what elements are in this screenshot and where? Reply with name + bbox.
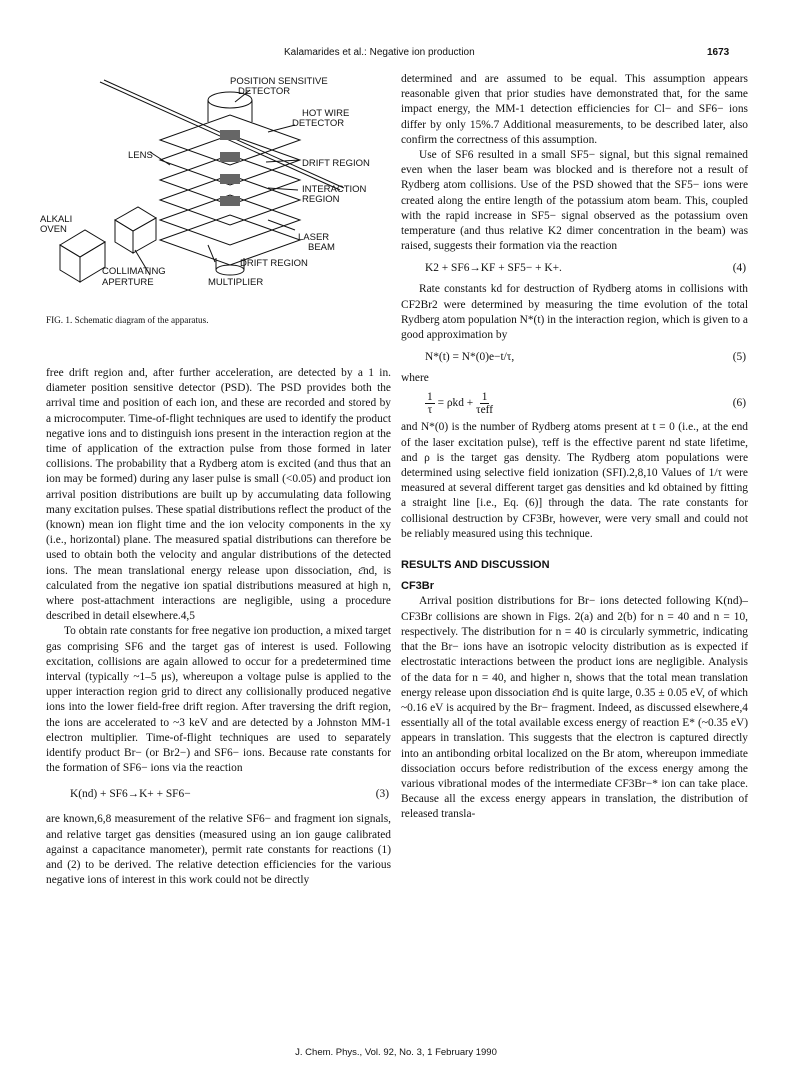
label-multiplier: MULTIPLIER: [208, 277, 264, 288]
right-paragraph-5: Arrival position distributions for Br− ions detected following K(nd)–CF3Br collisions are shown in Figs. 2(a) and 2(b) for n = 40 and n = 10, respectively. The distribution for n = 40 is circularly symmetric, indicating that the Br− ions have an isotropic velocity distribution as is expected if electrostatic interactions between the product ions are negligible. Analysis of the data for n = 40, and higher n, shows that the total mean translation energy release upon dissociation ε̄nd is quite large, 0.35 ± 0.05 eV, of which ~0.16 eV is acquired by the Br− fragment. Indeed, as discussed elsewhere,4 essentially all of the total available excess energy of reaction E* (~0.35 eV) appears in translation. This suggests that the electron is captured directly into an antibonding orbital localized on the Br atom, whereupon immediate dissociation occurs before redistribution of the excess energy among the various vibrational modes of the intermediate CF3Br−* ion can take place. Because all the excess energy appears in translation, the distribution of released transla-: [401, 595, 748, 821]
label-laser-1: LASER: [298, 232, 330, 243]
label-psd-2: DETECTOR: [238, 86, 291, 97]
equation-4-body: K2 + SF6→KF + SF5− + K+.: [425, 261, 562, 274]
equation-6-body: [425, 391, 493, 416]
label-hotwire-2: DETECTOR: [292, 118, 345, 129]
equation-6-lhs-denominator: τ: [427, 403, 433, 416]
right-paragraph-2: Use of SF6 resulted in a small SF5− signal, but this signal remained even when the laser beam was blocked and is therefore not a result of Rydberg atom collisions. Use of the PSD showed that the SF5− ions were created along the entire length of the potassium atom beam. This, coupled with the rapid increase in SF5− signal observed as the potassium oven temperature (and thus relative K2 dimer concentration in the beam) was raised, suggests their formation via the reaction: [401, 149, 748, 253]
left-paragraph-3: are known,6,8 measurement of the relative SF6− and fragment ion signals, and relative target gas densities (measured using an ion gauge calibrated against a capacitance manometer), permit rate constants for reactions (1) and (2) to be derived. The relative detection efficiencies for the various negative ions of interest in this work could not be directly: [46, 813, 391, 887]
label-alkali: ALKALI: [40, 214, 73, 225]
equation-6-lhs-fraction: [425, 391, 435, 416]
right-column: [401, 72, 748, 823]
equation-5-number: (5): [732, 350, 746, 363]
equation-5: [401, 347, 748, 367]
equation-6-lhs-numerator: 1: [427, 390, 433, 403]
equation-5-body: N*(t) = N*(0)e−t/τ,: [425, 350, 515, 363]
subsection-heading: CF3Br: [401, 580, 435, 593]
right-paragraph-3: Rate constants kd for destruction of Rydberg atoms in collisions with CF2Br2 were determined by measuring the time evolution of the total Rydberg atom population N*(t) in the interaction region, which is given to a good approximation by: [401, 283, 748, 342]
equation-6-rhs-numerator: 1: [481, 390, 488, 403]
label-laser-2: BEAM: [308, 242, 335, 253]
label-drift-2: DRIFT REGION: [240, 258, 308, 269]
label-collim-2: APERTURE: [102, 277, 154, 288]
equation-6: [401, 386, 748, 420]
left-column: [46, 366, 391, 889]
label-drift-1: DRIFT REGION: [302, 158, 370, 169]
label-collim-1: COLLIMATING: [102, 266, 166, 277]
label-oven: OVEN: [40, 224, 67, 235]
left-paragraph-1: free drift region and, after further acceleration, are detected by a 1 in. diameter position sensitive detector (PSD). The PSD provides both the arrival time and position of each ion, and these are recorded and stored by a microcomputer. Time-of-flight techniques are used to identify the product negative ions and to distinguish ions present in the interaction region at the time of application of the extraction pulse from those formed in later collisions. The probability that a Rydberg atom is excited (and thus that an ion may be formed) during any laser pulse is small (<0.05) and product ion arrival position distributions are built up by accumulating data following many excitation pulses. These spatial distributions reflect the product of the (known) mean ion flight time and the ion velocity components in the xy (i.e., horizontal) plane. The measured spatial distributions can therefore be used to obtain both the velocity and angular distributions of the detected ions. The mean translational energy release upon dissociation, ε̄nd, is calculated from the negative ion spatial distributions measured at high n, where post-attachment interactions are negligible, using a procedure described in detail elsewhere.4,5: [46, 367, 391, 623]
left-paragraph-2: To obtain rate constants for free negative ion production, a mixed target gas comprising SF6 and the target gas of interest is used. Following excitation, collisions are again allowed to occur for a predetermined time interval (typically ~1–5 μs), whereupon a voltage pulse is applied to the upper interaction region grid to direct any collisionally produced negative ions into the lower field-free drift region. After traversing the drift region, the ions are accelerated to ~3 keV and are detected by a Johnston MM-1 electron multiplier. Time-of-flight techniques are used to separately identify product Br− (or Br2−) and SF6− ions. Because rate constants for the formation of SF6− ions via the reaction: [46, 625, 391, 775]
equation-3-number: (3): [375, 787, 389, 800]
label-lens: LENS: [128, 150, 153, 161]
equation-4-number: (4): [732, 261, 746, 274]
equation-6-number: (6): [732, 396, 746, 409]
equation-6-rhs-fraction: [476, 391, 493, 416]
label-hotwire-1: HOT WIRE: [302, 108, 350, 119]
label-interaction-1: INTERACTION: [302, 184, 367, 195]
right-paragraph-4: and N*(0) is the number of Rydberg atoms present at t = 0 (i.e., at the end of the laser excitation pulse), τeff is the effective parent nd state lifetime, and ρ is the target gas density. The Rydberg atom populations were determined using selective field ionization (SFI).2,8,10 Values of 1/τ were measured at several different target gas densities and kd obtained by fitting a straight line [i.e., Eq. (6)] through the data. The rate constants for collisional destruction by CF3Br, however, were very small and could not be reliably measured using this technique.: [401, 421, 748, 540]
figure-caption: FIG. 1. Schematic diagram of the apparatus.: [46, 315, 209, 325]
right-paragraph-1: determined and are assumed to be equal. This assumption appears reasonable given that prior studies have demonstrated that, for the same impact energy, the MM-1 detection efficiencies for Cl− and SF6− ions differ by only 15%.7 Additional measurements, to be described later, also confirm the correctness of this assumption.: [401, 73, 748, 146]
running-header: [0, 47, 792, 61]
label-interaction-2: REGION: [302, 194, 340, 205]
equation-4: [401, 258, 748, 278]
section-heading: RESULTS AND DISCUSSION: [401, 559, 550, 572]
equation-6-middle: = ρkd +: [437, 397, 474, 410]
equation-3-body: K(nd) + SF6→K+ + SF6−: [70, 787, 191, 800]
page-number: 1673: [707, 47, 730, 58]
journal-footer: J. Chem. Phys., Vol. 92, No. 3, 1 February 1990: [295, 1047, 497, 1058]
equation-6-rhs-denominator: τeff: [476, 403, 494, 416]
label-psd-1: POSITION SENSITIVE: [230, 76, 328, 87]
where-text: where: [401, 372, 429, 385]
equation-3: [46, 784, 391, 804]
running-title: Kalamarides et al.: Negative ion production: [284, 47, 475, 58]
apparatus-diagram: [40, 70, 380, 300]
